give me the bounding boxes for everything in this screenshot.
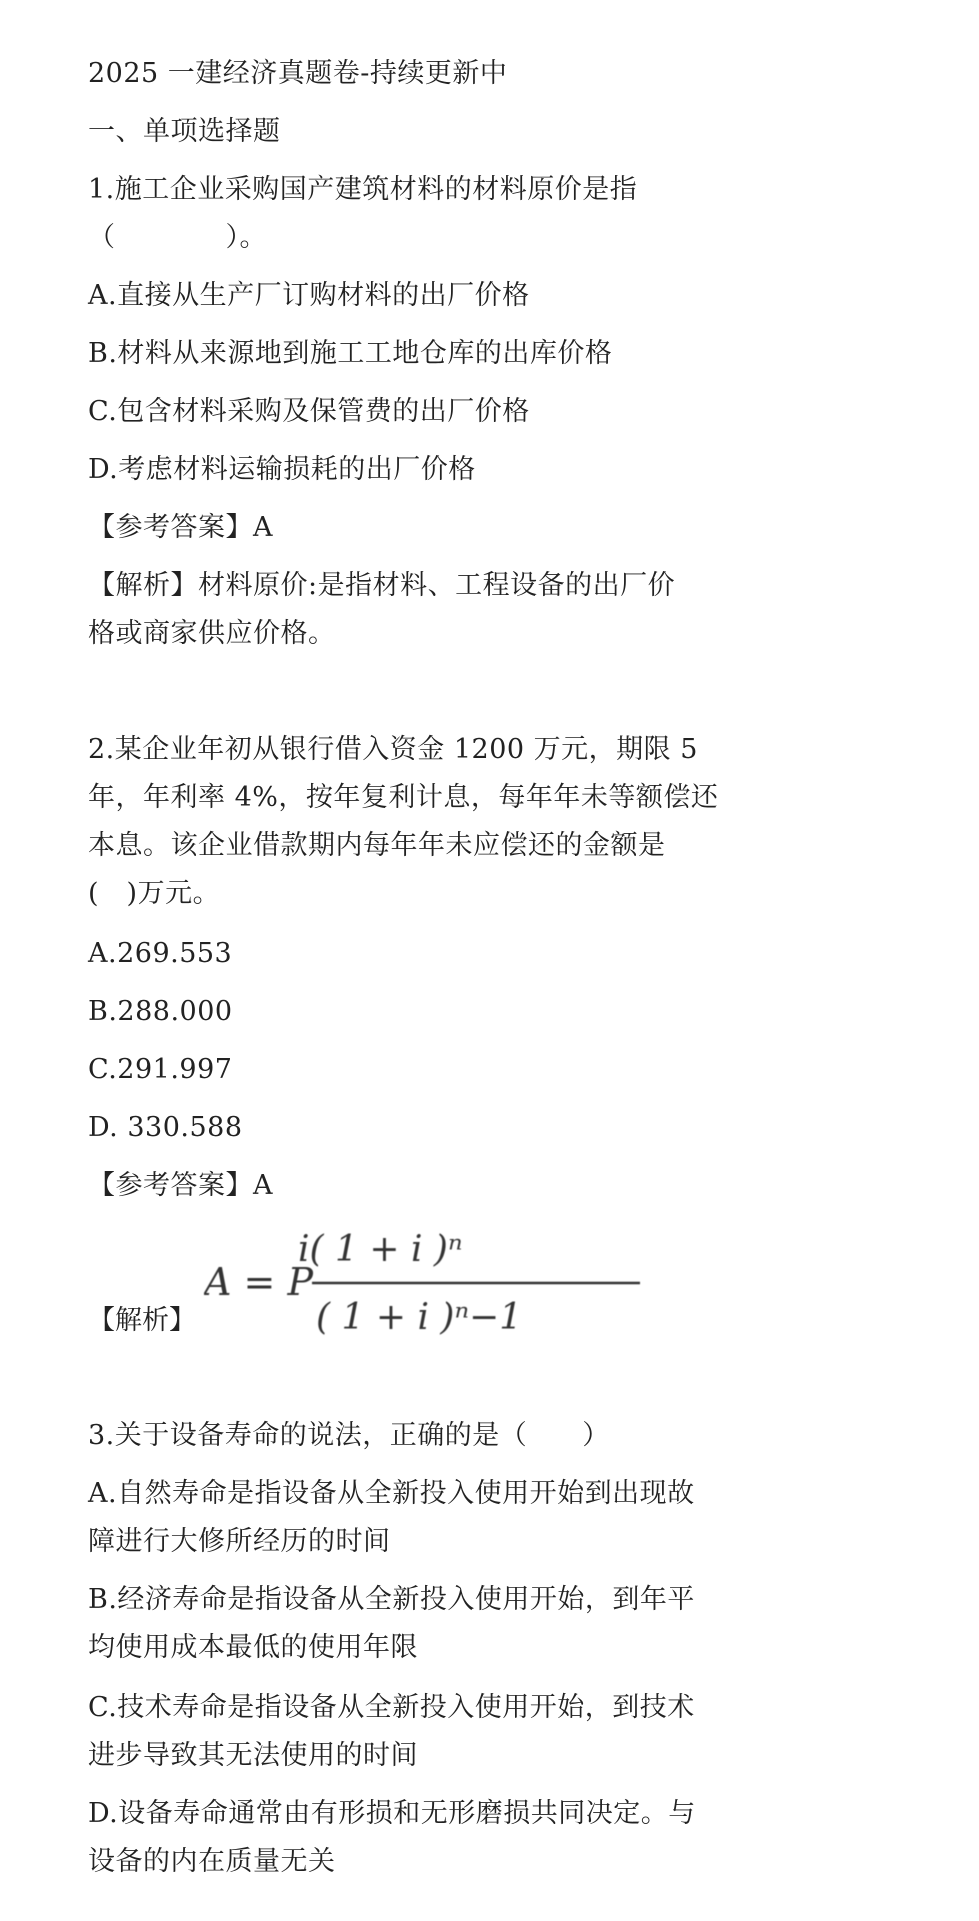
q2-answer: 【参考答案】A (88, 1170, 273, 1201)
q3-stem: 3.关于设备寿命的说法，正确的是（ ） (88, 1420, 610, 1451)
q3-option-b-line-2: 均使用成本最低的使用年限 (88, 1632, 418, 1663)
q2-analysis-label: 【解析】 (88, 1305, 196, 1336)
q3-option-c-line-2: 进步导致其无法使用的时间 (88, 1740, 418, 1771)
formula-numerator: i( 1 + i )ⁿ (298, 1229, 463, 1270)
q1-option-a: A.直接从生产厂订购材料的出厂价格 (88, 280, 530, 311)
q2-option-d: D. 330.588 (88, 1112, 243, 1143)
q3-option-d-line-2: 设备的内在质量无关 (88, 1846, 336, 1877)
formula-denominator: ( 1 + i )ⁿ−1 (316, 1297, 523, 1338)
q1-option-b: B.材料从来源地到施工工地仓库的出库价格 (88, 338, 613, 369)
q2-stem-line-1: 2.某企业年初从银行借入资金 1200 万元，期限 5 (88, 734, 698, 765)
q2-option-a: A.269.553 (88, 938, 233, 969)
q1-answer: 【参考答案】A (88, 512, 273, 543)
q3-option-c-line-1: C.技术寿命是指设备从全新投入使用开始，到技术 (88, 1692, 695, 1723)
q3-option-b-line-1: B.经济寿命是指设备从全新投入使用开始，到年平 (88, 1584, 695, 1615)
q2-stem-line-2: 年，年利率 4%，按年复利计息，每年年未等额偿还 (88, 782, 719, 813)
section-heading: 一、单项选择题 (88, 116, 281, 147)
q3-option-a-line-2: 障进行大修所经历的时间 (88, 1526, 391, 1557)
q2-stem-line-4: ( )万元。 (88, 878, 221, 909)
q3-option-a-line-1: A.自然寿命是指设备从全新投入使用开始到出现故 (88, 1478, 695, 1509)
q3-option-d-line-1: D.设备寿命通常由有形损和无形磨损共同决定。与 (88, 1798, 696, 1829)
q1-analysis-line-2: 格或商家供应价格。 (88, 618, 336, 649)
q1-option-c: C.包含材料采购及保管费的出厂价格 (88, 396, 530, 427)
q1-analysis-line-1: 【解析】材料原价:是指材料、工程设备的出厂价 (88, 570, 676, 601)
q2-option-c: C.291.997 (88, 1054, 233, 1085)
formula-lhs: A = P (204, 1260, 314, 1304)
q2-analysis (88, 1225, 688, 1345)
q1-stem-line-1: 1.施工企业采购国产建筑材料的材料原价是指 (88, 174, 638, 205)
q1-stem-line-2: （ ）。 (88, 222, 267, 253)
document-title: 2025 一建经济真题卷-持续更新中 (88, 58, 508, 89)
annuity-formula-image (204, 1225, 644, 1343)
q2-stem-line-3: 本息。该企业借款期内每年年未应偿还的金额是 (88, 830, 666, 861)
q1-option-d: D.考虑材料运输损耗的出厂价格 (88, 454, 476, 485)
q2-option-b: B.288.000 (88, 996, 233, 1027)
